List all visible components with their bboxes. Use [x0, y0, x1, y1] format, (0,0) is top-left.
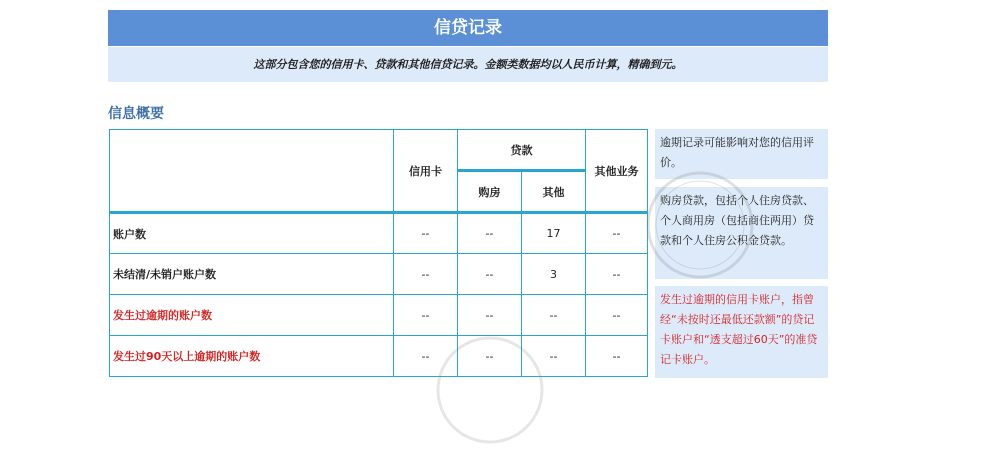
table-cell: -- [394, 213, 458, 254]
page-title: 信贷记录 [108, 10, 828, 46]
table-cell: -- [586, 254, 648, 295]
table-cell: -- [586, 213, 648, 254]
header-other-loan: 其他 [522, 171, 586, 213]
row-label-warning: 发生过90天以上逾期的账户数 [110, 336, 394, 377]
row-label: 未结清/未销户账户数 [110, 254, 394, 295]
table-cell: -- [458, 336, 522, 377]
section-description: 这部分包含您的信用卡、贷款和其他信贷记录。金额类数据均以人民币计算，精确到元。 [108, 47, 828, 82]
header-other-business: 其他业务 [586, 130, 648, 213]
table-cell: -- [394, 295, 458, 336]
credit-summary-table [109, 129, 648, 377]
table-cell: -- [458, 254, 522, 295]
row-label-warning: 发生过逾期的账户数 [110, 295, 394, 336]
table-row [110, 295, 648, 336]
note-overdue-card-definition: 发生过逾期的信用卡账户，指曾经“未按时还最低还款额”的贷记卡账户和“透支超过60天”的准贷记卡账户。 [655, 286, 828, 378]
note-overdue-impact: 逾期记录可能影响对您的信用评价。 [655, 129, 828, 179]
table-corner-cell [110, 130, 394, 213]
header-housing-loan: 购房 [458, 171, 522, 213]
table-cell: 17 [522, 213, 586, 254]
row-label: 账户数 [110, 213, 394, 254]
table-cell: -- [394, 336, 458, 377]
table-cell: -- [458, 213, 522, 254]
table-cell: -- [394, 254, 458, 295]
table-row [110, 336, 648, 377]
table-row [110, 254, 648, 295]
table-cell: -- [586, 295, 648, 336]
note-housing-loan-definition: 购房贷款，包括个人住房贷款、个人商用房（包括商住两用）贷款和个人住房公积金贷款。 [655, 187, 828, 279]
table-row [110, 213, 648, 254]
table-cell: -- [586, 336, 648, 377]
header-loan: 贷款 [458, 130, 586, 171]
table-cell: 3 [522, 254, 586, 295]
table-cell: -- [522, 295, 586, 336]
table-cell: -- [522, 336, 586, 377]
summary-section-title: 信息概要 [108, 106, 164, 122]
header-credit-card: 信用卡 [394, 130, 458, 213]
table-cell: -- [458, 295, 522, 336]
